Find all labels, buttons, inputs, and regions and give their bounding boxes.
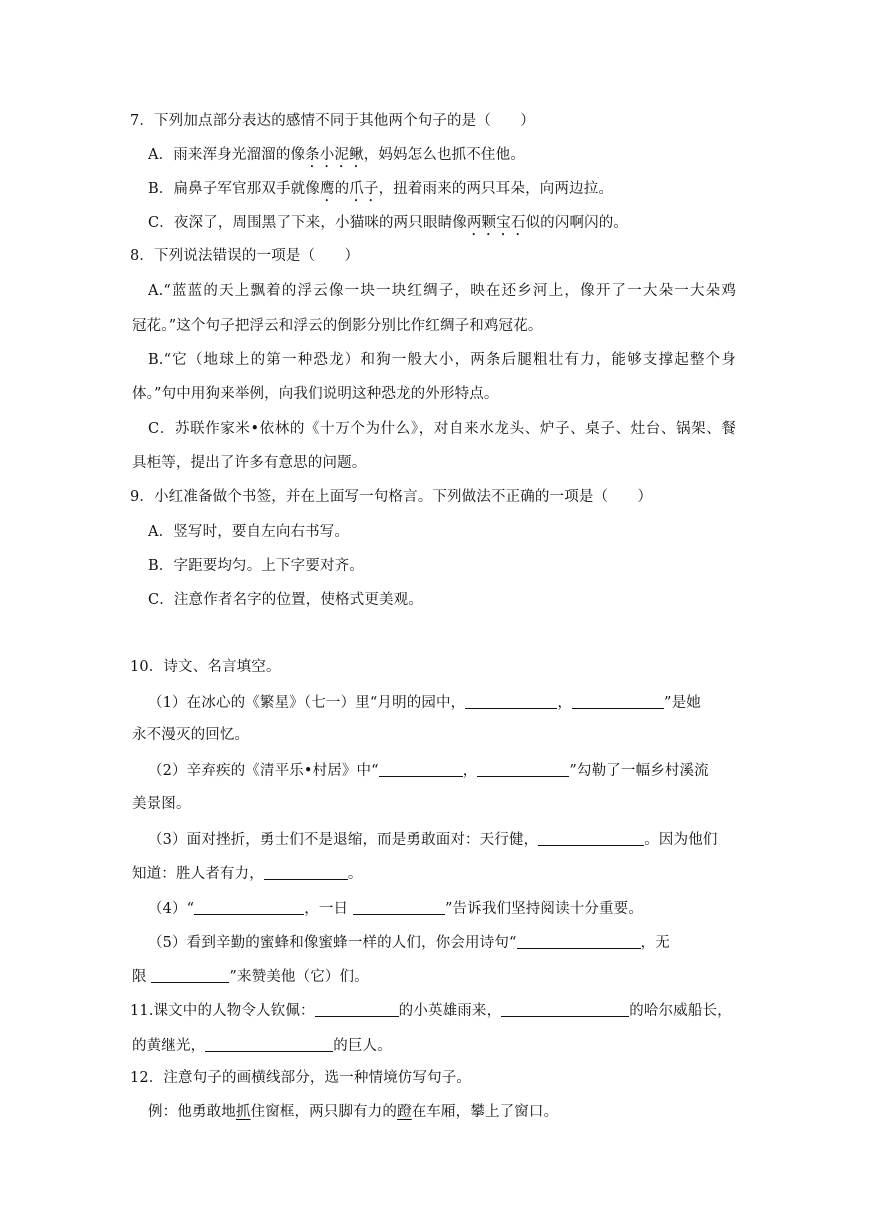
option-text: B.“它（地球上的第一种恐龙）和狗一般大小，两条后腿粗壮有力，能够支撑起整个身: [148, 352, 736, 368]
question-8-option-b-line2: 体。”句中用狗来举例，向我们说明这种恐龙的外形特点。: [132, 386, 499, 402]
question-7-option-c: [148, 215, 628, 239]
prompt-text: ，无: [640, 935, 670, 951]
fill-blank[interactable]: [315, 1002, 399, 1017]
prompt-text: ”来赞美他（它）们。: [229, 969, 369, 985]
question-10-part-1-line2: 永不漫灭的回忆。: [132, 727, 250, 743]
prompt-text: ”告诉我们坚持阅读十分重要。: [444, 901, 643, 917]
prompt-text: 。: [347, 866, 363, 882]
prompt-text: 的小英雄雨来，: [398, 1003, 502, 1019]
question-11-line1: [130, 1002, 732, 1019]
question-10-part-4: [148, 900, 643, 917]
option-text: C．苏联作家米•依林的《十万个为什么》，对自来水龙头、炉子、桌子、灶台、锅架、餐: [148, 421, 736, 437]
question-12-stem: 12．注意句子的画横线部分，选一种情境仿写句子。: [130, 1070, 472, 1086]
fill-blank[interactable]: [517, 934, 641, 949]
question-10-part-2: [148, 762, 709, 779]
question-12-example: [148, 1105, 558, 1120]
prompt-text: 的哈尔威船长，: [629, 1003, 732, 1019]
question-9-option-b: B．字距要均匀。上下字要对齐。: [148, 558, 364, 574]
option-text: B．扁鼻子军官那双手就像: [148, 181, 320, 197]
prompt-text: ，: [557, 695, 572, 711]
question-7-option-a: [148, 147, 525, 171]
prompt-text: （1）在冰心的《繁星》（七一）里“月明的园中，: [148, 695, 466, 711]
prompt-text: ，一日: [304, 901, 349, 917]
prompt-text: （2）辛弃疾的《清平乐•村居》中“: [148, 763, 379, 779]
underlined-word: 抓: [235, 1104, 251, 1120]
option-text: 的: [334, 181, 350, 197]
fill-blank[interactable]: [205, 1037, 333, 1052]
question-8-option-a-line1: [148, 284, 736, 299]
fill-blank[interactable]: [353, 900, 445, 915]
fill-blank[interactable]: [264, 865, 348, 880]
question-7-option-b: [148, 181, 613, 205]
option-text: ，扭着雨来的两只耳朵，向两边拉。: [378, 181, 613, 197]
question-8-option-b-line1: [148, 353, 736, 368]
fill-blank[interactable]: [501, 1002, 629, 1017]
prompt-text: ”是她: [664, 695, 701, 711]
example-text: 在车厢，攀上了窗口。: [411, 1104, 559, 1120]
prompt-text: （5）看到辛勤的蜜蜂和像蜜蜂一样的人们，你会用诗句“: [148, 935, 517, 951]
prompt-text: 限: [132, 969, 147, 985]
fill-blank[interactable]: [572, 694, 664, 709]
question-8-option-c-line2: 具柜等，提出了许多有意思的问题。: [132, 455, 367, 471]
question-8-option-a-line2: 冠花。”这个句子把浮云和浮云的倒影分别比作红绸子和鸡冠花。: [132, 318, 543, 334]
prompt-text: （3）面对挫折，勇士们不是退缩，而是勇敢面对：天行健，: [148, 832, 539, 848]
fill-blank[interactable]: [465, 694, 557, 709]
question-9-option-a: A．竖写时，要自左向右书写。: [148, 524, 350, 540]
prompt-text: ”勾勒了一幅乡村溪流: [569, 763, 709, 779]
prompt-text: 知道：胜人者有力，: [132, 866, 264, 882]
question-7-stem: 7．下列加点部分表达的感情不同于其他两个句子的是（ ）: [130, 113, 535, 129]
option-text: C．夜深了，周围黑了下来，小猫咪的两只眼睛像: [148, 215, 467, 231]
fill-blank[interactable]: [379, 762, 463, 777]
question-9-option-c: C．注意作者名字的位置，使格式更美观。: [148, 592, 423, 608]
fill-blank[interactable]: [477, 762, 569, 777]
emphasized-text: 鹰: [319, 181, 335, 197]
question-9-stem: 9．小红准备做个书签，并在上面写一句格言。下列做法不正确的一项是（ ）: [130, 489, 653, 505]
question-10-part-5: [148, 934, 670, 951]
prompt-text: 。因为他们: [644, 832, 718, 848]
option-text: A.“蓝蓝的天上飘着的浮云像一块一块红绸子，映在还乡河上，像开了一大朵一大朵鸡: [148, 283, 736, 299]
emphasized-text: 爪子: [349, 181, 379, 197]
question-8-stem: 8．下列说法错误的一项是（ ）: [130, 248, 360, 264]
question-10-part-1: [148, 694, 701, 711]
example-text: 住窗框，两只脚有力的: [250, 1104, 398, 1120]
underlined-word: 蹬: [397, 1104, 412, 1120]
option-text: ，妈妈怎么也抓不住他。: [363, 147, 525, 163]
option-text: 似的闪啊闪的。: [525, 215, 629, 231]
question-11-line2: [132, 1037, 392, 1054]
fill-blank[interactable]: [538, 831, 644, 846]
emphasized-text: 两颗宝石: [466, 215, 526, 231]
prompt-text: （4）“: [148, 901, 195, 917]
option-text: A．雨来浑身光溜溜的像: [148, 147, 306, 163]
example-text: 例：他勇敢地: [148, 1104, 236, 1120]
question-10-stem: 10．诗文、名言填空。: [130, 659, 281, 675]
fill-blank[interactable]: [151, 968, 229, 983]
question-10-part-3-line2: [132, 865, 363, 882]
prompt-text: 11.课文中的人物令人钦佩：: [130, 1003, 315, 1019]
question-10-part-2-line2: 美景图。: [132, 796, 191, 812]
fill-blank[interactable]: [194, 900, 304, 915]
emphasized-text: 条小泥鳅: [305, 147, 364, 163]
question-10-part-3: [148, 831, 718, 848]
prompt-text: ，: [462, 763, 478, 779]
question-10-part-5-line2: [132, 968, 369, 985]
prompt-text: 的黄继光，: [132, 1038, 206, 1054]
prompt-text: 的巨人。: [333, 1038, 392, 1054]
question-8-option-c-line1: [148, 422, 736, 437]
